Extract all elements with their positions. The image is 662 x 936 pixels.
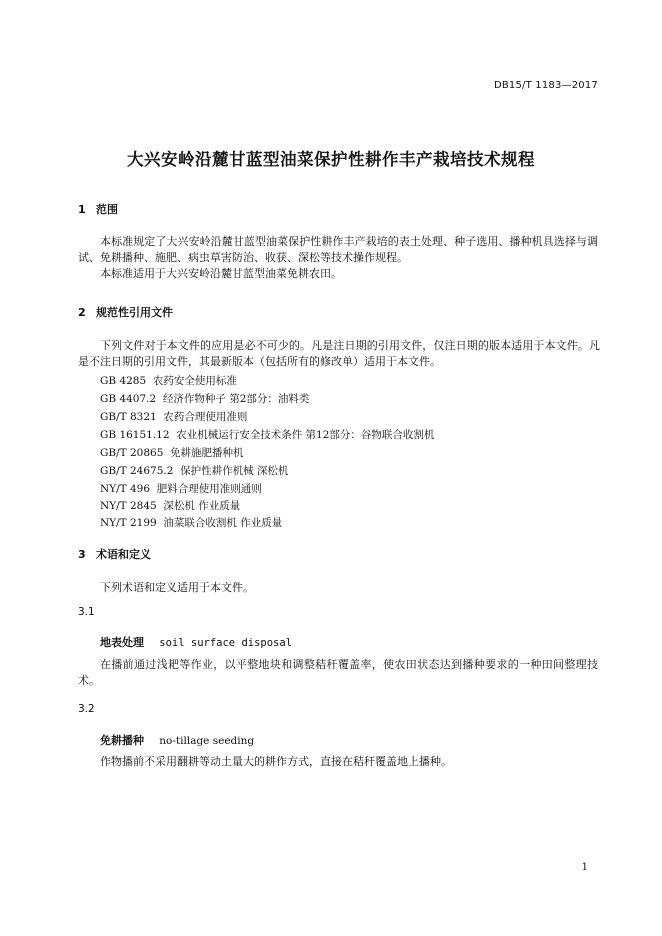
term-english: soil surface disposal xyxy=(159,637,293,649)
section-number: 1 xyxy=(78,203,86,216)
term-3-1-definition: 在播前通过浅耙等作业，以平整地块和调整秸秆覆盖率，使农田状态达到播种要求的一种田间整理技术。 xyxy=(78,658,598,687)
term-chinese: 地表处理 xyxy=(100,636,144,649)
section-title: 术语和定义 xyxy=(96,548,151,561)
clause-3-1-number: 3.1 xyxy=(78,606,95,618)
reference-item: NY/T 2199 油菜联合收割机 作业质量 xyxy=(100,517,283,529)
reference-item: GB 16151.12 农业机械运行安全技术条件 第12部分：谷物联合收割机 xyxy=(100,429,435,441)
scope-paragraph-2: 本标准适用于大兴安岭沿麓甘蓝型油菜免耕农田。 xyxy=(100,267,342,280)
scope-paragraph-1: 本标准规定了大兴安岭沿麓甘蓝型油菜保护性耕作丰产栽培的表土处理、种子选用、播种机具选择与调试、免耕播种、施肥、病虫草害防治、收获、深松等技术操作规程。 xyxy=(78,235,598,264)
section-title: 范围 xyxy=(96,203,118,216)
term-chinese: 免耕播种 xyxy=(100,734,144,747)
document-title: 大兴安岭沿麓甘蓝型油菜保护性耕作丰产栽培技术规程 xyxy=(127,150,535,169)
page-number: 1 xyxy=(581,862,588,873)
reference-item: GB 4407.2 经济作物种子 第2部分：油料类 xyxy=(100,393,310,405)
section-number: 2 xyxy=(78,306,86,319)
term-3-2-definition: 作物播前不采用翻耕等动土量大的耕作方式，直接在秸秆覆盖地上播种。 xyxy=(100,755,452,768)
terms-intro: 下列术语和定义适用于本文件。 xyxy=(100,581,254,594)
reference-item: GB/T 24675.2 保护性耕作机械 深松机 xyxy=(100,465,289,477)
reference-item: NY/T 2845 深松机 作业质量 xyxy=(100,500,241,512)
reference-item: GB/T 8321 农药合理使用准则 xyxy=(100,411,248,423)
normative-refs-intro: 下列文件对于本文件的应用是必不可少的。凡是注日期的引用文件，仅注日期的版本适用于本文件。凡是不注日期的引用文件，其最新版本（包括所有的修改单）适用于本文件。 xyxy=(78,339,600,368)
section-1-heading xyxy=(78,201,118,217)
clause-3-2-number: 3.2 xyxy=(78,703,95,715)
term-3-1 xyxy=(100,631,292,650)
term-3-2 xyxy=(100,729,254,748)
section-3-heading xyxy=(78,546,151,562)
section-number: 3 xyxy=(78,548,86,561)
section-2-heading xyxy=(78,304,173,320)
reference-item: NY/T 496 肥料合理使用准则通则 xyxy=(100,483,262,495)
term-english: no-tillage seeding xyxy=(159,735,255,747)
document-code: DB15/T 1183—2017 xyxy=(493,80,598,91)
reference-item: GB 4285 农药安全使用标准 xyxy=(100,375,237,387)
section-title: 规范性引用文件 xyxy=(96,306,173,319)
reference-item: GB/T 20865 免耕施肥播种机 xyxy=(100,447,244,459)
